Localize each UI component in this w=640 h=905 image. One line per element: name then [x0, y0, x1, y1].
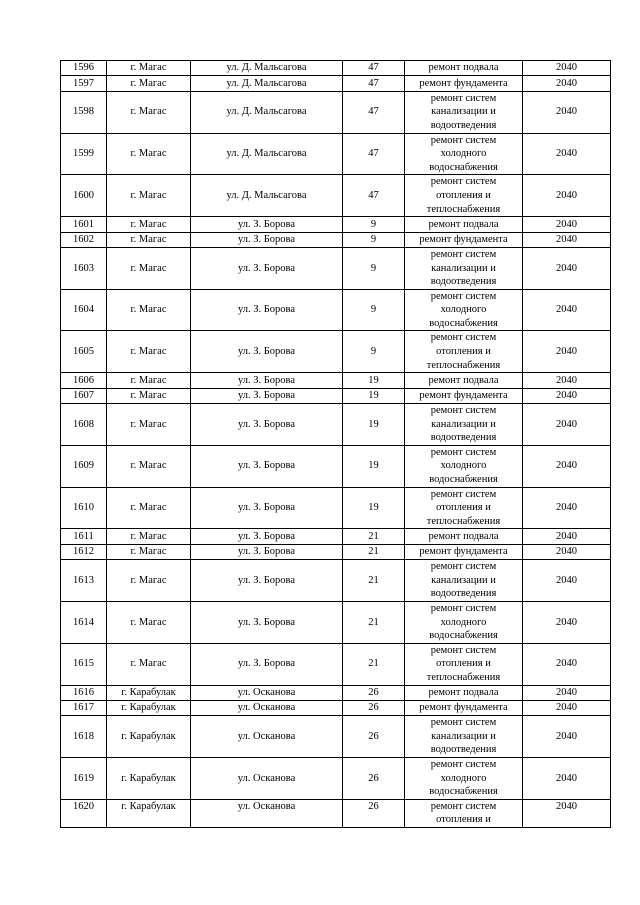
row-number-cell: 1603: [61, 247, 107, 289]
work-type-cell: ремонт систем отопления и: [405, 799, 523, 827]
year-cell: 2040: [523, 247, 611, 289]
table-body: [61, 61, 611, 828]
street-cell: ул. Д. Мальсагова: [191, 175, 343, 217]
year-cell: 2040: [523, 217, 611, 232]
city-cell: г. Магас: [107, 61, 191, 76]
house-number-cell: 9: [343, 331, 405, 373]
street-cell: ул. З. Борова: [191, 601, 343, 643]
year-cell: 2040: [523, 232, 611, 247]
street-cell: ул. З. Борова: [191, 404, 343, 446]
row-number-cell: 1598: [61, 91, 107, 133]
street-cell: ул. Осканова: [191, 685, 343, 700]
house-number-cell: 26: [343, 799, 405, 827]
street-cell: ул. З. Борова: [191, 331, 343, 373]
table-row: [61, 544, 611, 559]
city-cell: г. Магас: [107, 601, 191, 643]
year-cell: 2040: [523, 76, 611, 91]
house-number-cell: 47: [343, 76, 405, 91]
work-type-cell: ремонт систем канализации и водоотведения: [405, 404, 523, 446]
row-number-cell: 1620: [61, 799, 107, 827]
work-type-cell: ремонт систем канализации и водоотведения: [405, 247, 523, 289]
table-row: [61, 560, 611, 602]
work-type-cell: ремонт фундамента: [405, 544, 523, 559]
row-number-cell: 1604: [61, 289, 107, 331]
table-row: [61, 133, 611, 175]
table-row: [61, 758, 611, 800]
city-cell: г. Магас: [107, 404, 191, 446]
row-number-cell: 1615: [61, 643, 107, 685]
year-cell: 2040: [523, 373, 611, 388]
table-row: [61, 247, 611, 289]
table-row: [61, 175, 611, 217]
year-cell: 2040: [523, 289, 611, 331]
work-type-cell: ремонт подвала: [405, 685, 523, 700]
table-row: [61, 716, 611, 758]
work-type-cell: ремонт подвала: [405, 529, 523, 544]
table-row: [61, 373, 611, 388]
city-cell: г. Карабулак: [107, 758, 191, 800]
work-type-cell: ремонт систем канализации и водоотведения: [405, 716, 523, 758]
house-number-cell: 19: [343, 487, 405, 529]
table-row: [61, 289, 611, 331]
street-cell: ул. Д. Мальсагова: [191, 76, 343, 91]
house-number-cell: 21: [343, 560, 405, 602]
row-number-cell: 1607: [61, 388, 107, 403]
city-cell: г. Карабулак: [107, 716, 191, 758]
table-row: [61, 217, 611, 232]
row-number-cell: 1618: [61, 716, 107, 758]
row-number-cell: 1596: [61, 61, 107, 76]
year-cell: 2040: [523, 404, 611, 446]
year-cell: 2040: [523, 685, 611, 700]
row-number-cell: 1608: [61, 404, 107, 446]
row-number-cell: 1605: [61, 331, 107, 373]
house-number-cell: 26: [343, 758, 405, 800]
table-row: [61, 643, 611, 685]
city-cell: г. Магас: [107, 76, 191, 91]
year-cell: 2040: [523, 799, 611, 827]
work-type-cell: ремонт подвала: [405, 217, 523, 232]
year-cell: 2040: [523, 331, 611, 373]
table-row: [61, 388, 611, 403]
work-type-cell: ремонт подвала: [405, 61, 523, 76]
city-cell: г. Магас: [107, 289, 191, 331]
street-cell: ул. Осканова: [191, 700, 343, 715]
row-number-cell: 1617: [61, 700, 107, 715]
house-number-cell: 21: [343, 643, 405, 685]
year-cell: 2040: [523, 133, 611, 175]
table-row: [61, 404, 611, 446]
table-row: [61, 487, 611, 529]
house-number-cell: 9: [343, 232, 405, 247]
work-type-cell: ремонт фундамента: [405, 388, 523, 403]
street-cell: ул. Д. Мальсагова: [191, 91, 343, 133]
table-row: [61, 91, 611, 133]
year-cell: 2040: [523, 91, 611, 133]
street-cell: ул. Осканова: [191, 716, 343, 758]
city-cell: г. Карабулак: [107, 700, 191, 715]
row-number-cell: 1610: [61, 487, 107, 529]
work-type-cell: ремонт систем холодного водоснабжения: [405, 289, 523, 331]
house-number-cell: 47: [343, 61, 405, 76]
city-cell: г. Магас: [107, 487, 191, 529]
house-number-cell: 21: [343, 529, 405, 544]
house-number-cell: 26: [343, 700, 405, 715]
city-cell: г. Магас: [107, 445, 191, 487]
street-cell: ул. З. Борова: [191, 373, 343, 388]
work-type-cell: ремонт систем отопления и теплоснабжения: [405, 175, 523, 217]
street-cell: ул. З. Борова: [191, 643, 343, 685]
year-cell: 2040: [523, 700, 611, 715]
table-row: [61, 700, 611, 715]
street-cell: ул. З. Борова: [191, 217, 343, 232]
house-number-cell: 19: [343, 388, 405, 403]
city-cell: г. Магас: [107, 529, 191, 544]
city-cell: г. Магас: [107, 217, 191, 232]
row-number-cell: 1613: [61, 560, 107, 602]
work-type-cell: ремонт систем холодного водоснабжения: [405, 758, 523, 800]
row-number-cell: 1597: [61, 76, 107, 91]
year-cell: 2040: [523, 643, 611, 685]
repair-schedule-table: [60, 60, 611, 828]
year-cell: 2040: [523, 388, 611, 403]
house-number-cell: 47: [343, 91, 405, 133]
year-cell: 2040: [523, 601, 611, 643]
work-type-cell: ремонт систем отопления и теплоснабжения: [405, 331, 523, 373]
city-cell: г. Магас: [107, 373, 191, 388]
year-cell: 2040: [523, 560, 611, 602]
year-cell: 2040: [523, 544, 611, 559]
city-cell: г. Карабулак: [107, 685, 191, 700]
row-number-cell: 1612: [61, 544, 107, 559]
year-cell: 2040: [523, 175, 611, 217]
year-cell: 2040: [523, 445, 611, 487]
street-cell: ул. Д. Мальсагова: [191, 61, 343, 76]
city-cell: г. Магас: [107, 331, 191, 373]
house-number-cell: 21: [343, 544, 405, 559]
house-number-cell: 19: [343, 445, 405, 487]
city-cell: г. Магас: [107, 91, 191, 133]
city-cell: г. Магас: [107, 388, 191, 403]
house-number-cell: 26: [343, 685, 405, 700]
year-cell: 2040: [523, 758, 611, 800]
table-row: [61, 232, 611, 247]
row-number-cell: 1614: [61, 601, 107, 643]
work-type-cell: ремонт систем холодного водоснабжения: [405, 133, 523, 175]
city-cell: г. Магас: [107, 544, 191, 559]
table-row: [61, 799, 611, 827]
street-cell: ул. З. Борова: [191, 560, 343, 602]
year-cell: 2040: [523, 61, 611, 76]
table-row: [61, 445, 611, 487]
table-row: [61, 61, 611, 76]
row-number-cell: 1599: [61, 133, 107, 175]
row-number-cell: 1600: [61, 175, 107, 217]
row-number-cell: 1601: [61, 217, 107, 232]
city-cell: г. Карабулак: [107, 799, 191, 827]
work-type-cell: ремонт систем канализации и водоотведения: [405, 91, 523, 133]
street-cell: ул. З. Борова: [191, 388, 343, 403]
house-number-cell: 19: [343, 373, 405, 388]
house-number-cell: 9: [343, 217, 405, 232]
year-cell: 2040: [523, 529, 611, 544]
house-number-cell: 9: [343, 289, 405, 331]
document-page: [60, 60, 610, 828]
house-number-cell: 21: [343, 601, 405, 643]
city-cell: г. Магас: [107, 643, 191, 685]
row-number-cell: 1606: [61, 373, 107, 388]
table-row: [61, 331, 611, 373]
work-type-cell: ремонт фундамента: [405, 76, 523, 91]
street-cell: ул. Осканова: [191, 758, 343, 800]
table-row: [61, 685, 611, 700]
house-number-cell: 47: [343, 175, 405, 217]
year-cell: 2040: [523, 716, 611, 758]
work-type-cell: ремонт систем холодного водоснабжения: [405, 445, 523, 487]
table-row: [61, 529, 611, 544]
work-type-cell: ремонт систем холодного водоснабжения: [405, 601, 523, 643]
work-type-cell: ремонт фундамента: [405, 700, 523, 715]
row-number-cell: 1602: [61, 232, 107, 247]
row-number-cell: 1609: [61, 445, 107, 487]
year-cell: 2040: [523, 487, 611, 529]
street-cell: ул. З. Борова: [191, 529, 343, 544]
street-cell: ул. З. Борова: [191, 247, 343, 289]
city-cell: г. Магас: [107, 175, 191, 217]
house-number-cell: 26: [343, 716, 405, 758]
work-type-cell: ремонт подвала: [405, 373, 523, 388]
city-cell: г. Магас: [107, 232, 191, 247]
row-number-cell: 1619: [61, 758, 107, 800]
street-cell: ул. Д. Мальсагова: [191, 133, 343, 175]
city-cell: г. Магас: [107, 560, 191, 602]
street-cell: ул. З. Борова: [191, 289, 343, 331]
street-cell: ул. З. Борова: [191, 445, 343, 487]
work-type-cell: ремонт фундамента: [405, 232, 523, 247]
street-cell: ул. З. Борова: [191, 544, 343, 559]
house-number-cell: 9: [343, 247, 405, 289]
table-row: [61, 601, 611, 643]
city-cell: г. Магас: [107, 133, 191, 175]
city-cell: г. Магас: [107, 247, 191, 289]
street-cell: ул. З. Борова: [191, 487, 343, 529]
work-type-cell: ремонт систем отопления и теплоснабжения: [405, 643, 523, 685]
work-type-cell: ремонт систем канализации и водоотведения: [405, 560, 523, 602]
street-cell: ул. Осканова: [191, 799, 343, 827]
row-number-cell: 1616: [61, 685, 107, 700]
street-cell: ул. З. Борова: [191, 232, 343, 247]
work-type-cell: ремонт систем отопления и теплоснабжения: [405, 487, 523, 529]
table-row: [61, 76, 611, 91]
row-number-cell: 1611: [61, 529, 107, 544]
house-number-cell: 47: [343, 133, 405, 175]
house-number-cell: 19: [343, 404, 405, 446]
